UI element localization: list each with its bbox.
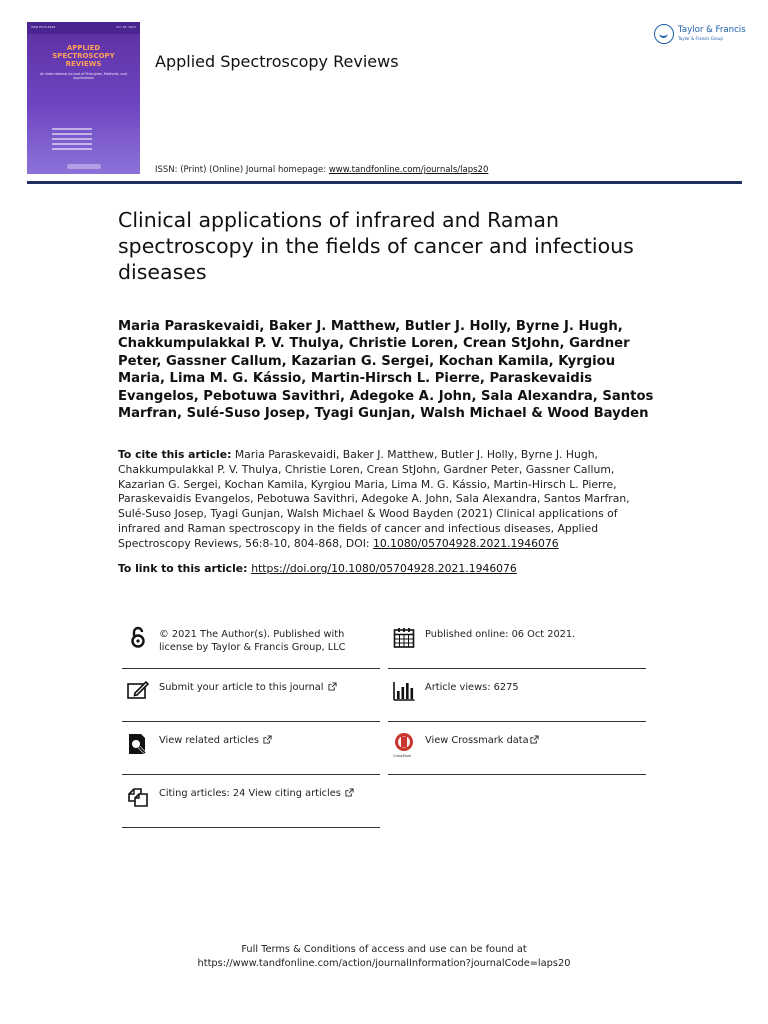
footer	[0, 943, 768, 971]
submit-label: Submit your article to this journal	[159, 682, 324, 693]
cover-volume: Vol. 56, 2021	[116, 25, 136, 29]
external-link-icon	[328, 682, 337, 691]
doi-link[interactable]: 10.1080/05704928.2021.1946076	[372, 536, 559, 550]
related-label: View related articles	[159, 735, 259, 746]
submit-cell[interactable]	[122, 669, 380, 722]
license-cell	[122, 616, 380, 669]
views-text: Article views: 6275	[425, 682, 519, 693]
journal-homepage-link[interactable]: www.tandfonline.com/journals/laps20	[328, 165, 489, 175]
cover-contents-lines	[52, 128, 92, 153]
citing-label: Citing articles: 24 View citing articles	[159, 788, 341, 799]
publisher-logo-icon	[654, 24, 674, 44]
citing-cell[interactable]	[122, 775, 380, 828]
cover-issn: ISSN 0570-4928	[31, 25, 56, 29]
issn-line	[155, 165, 488, 175]
external-link-icon	[530, 735, 539, 744]
cover-publisher-logo	[67, 164, 101, 169]
crossmark-link[interactable]	[425, 735, 640, 748]
related-articles-search-icon	[126, 732, 150, 756]
publisher-sub: Taylor & Francis Group	[678, 36, 723, 41]
related-link[interactable]	[159, 735, 374, 748]
journal-cover-image	[27, 22, 140, 174]
article-authors: Maria Paraskevaidi, Baker J. Matthew, Butler J. Holly, Byrne J. Hugh, Chakkumpulakkal P. V. Thulya, Christie Loren, Crean StJohn, Gardner Peter, Gassner Callum, Kazarian G. Sergei, Kochan Kamila, Kyrgiou Maria, Lima M. G. Kássio, Martin-Hirsch L. Pierre, Paraskevaidis Evangelos, Pebotuwa Savithri, Adegoke A. John, Sala Alexandra, Santos Marfran, Sulé-Suso Josep, Tyagi Gunjan, Walsh Michael & Wood Bayden	[118, 319, 654, 422]
footer-terms-text: Full Terms & Conditions of access and use can be found at	[241, 944, 527, 955]
edit-icon	[126, 679, 150, 703]
external-link-icon	[345, 788, 354, 797]
views-cell	[388, 669, 646, 722]
related-cell[interactable]	[122, 722, 380, 775]
citing-link[interactable]	[159, 788, 374, 801]
crossmark-icon	[392, 732, 416, 756]
open-access-icon	[126, 626, 150, 650]
link-label: To link to this article:	[118, 562, 252, 575]
cover-top-strip	[27, 22, 140, 34]
publisher-logo	[654, 24, 748, 46]
header-divider	[27, 181, 742, 184]
license-text: © 2021 The Author(s). Published with license by Taylor & Francis Group, LLC	[159, 629, 346, 653]
cover-subtitle: An International Journal of Principles, Methods, and Applications	[40, 72, 127, 80]
crossmark-icon-label: CrossMark	[393, 754, 412, 758]
bar-chart-icon	[392, 679, 416, 703]
citation-label: To cite this article:	[118, 448, 232, 461]
article-link-line	[118, 562, 658, 576]
citation-block	[118, 448, 658, 552]
article-title: Clinical applications of infrared and Raman spectroscopy in the fields of cancer and infectious diseases	[118, 208, 634, 284]
calendar-icon	[392, 626, 416, 650]
published-cell	[388, 616, 646, 669]
crossmark-label: View Crossmark data	[425, 735, 529, 746]
footer-terms-link[interactable]: https://www.tandfonline.com/action/journalInformation?journalCode=laps20	[197, 958, 571, 969]
cover-title: APPLIED SPECTROSCOPY REVIEWS	[52, 44, 115, 68]
publisher-name: Taylor & Francis	[678, 25, 746, 35]
submit-link[interactable]	[159, 682, 374, 695]
issn-text: ISSN: (Print) (Online) Journal homepage:	[155, 165, 329, 175]
citing-articles-icon	[126, 785, 150, 809]
article-doi-url[interactable]: https://doi.org/10.1080/05704928.2021.1946076	[251, 562, 517, 575]
published-text: Published online: 06 Oct 2021.	[425, 629, 576, 640]
citation-text: Maria Paraskevaidi, Baker J. Matthew, Butler J. Holly, Byrne J. Hugh, Chakkumpulakkal P. V. Thulya, Christie Loren, Crean StJohn, Gardner Peter, Gassner Callum, Kazarian G. Sergei, Kochan Kamila, Kyrgiou Maria, Lima M. G. Kássio, Martin-Hirsch L. Pierre, Paraskevaidis Evangelos, Pebotuwa Savithri, Adegoke A. John, Sala Alexandra, Santos Marfran, Sulé-Suso Josep, Tyagi Gunjan, Walsh Michael & Wood Bayden (2021) Clinical applications of infrared and Raman spectroscopy in the fields of cancer and infectious diseases, Applied Spectroscopy Reviews, 56:8-10, 804-868, DOI:	[118, 448, 630, 550]
crossmark-cell[interactable]	[388, 722, 646, 775]
external-link-icon	[263, 735, 272, 744]
journal-name: Applied Spectroscopy Reviews	[155, 52, 399, 71]
